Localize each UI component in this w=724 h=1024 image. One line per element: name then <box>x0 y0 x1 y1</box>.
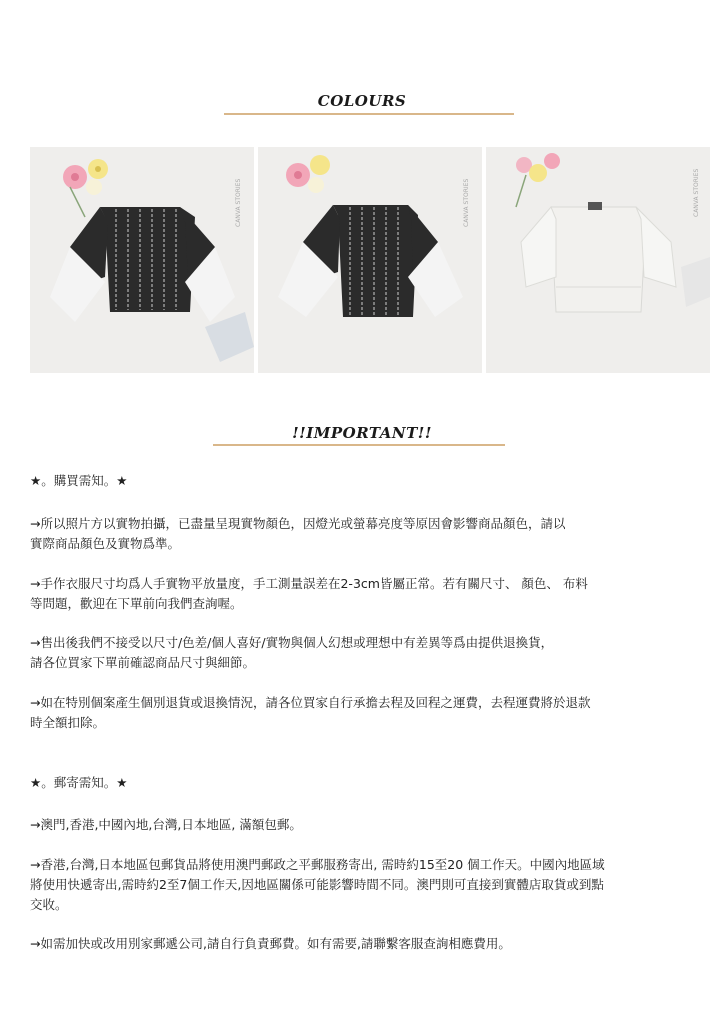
svg-text:CANVA STORIES: CANVA STORIES <box>693 168 700 217</box>
purchase-title: ★。購買需知。★ <box>30 473 128 488</box>
shipping-note-3-line-1: →如需加快或改用別家郵遞公司,請自行負責郵費。如有需要,請聯繫客服查詢相應費用。 <box>30 936 511 951</box>
purchase-note-1-line-2: 實際商品顏色及實物爲準。 <box>30 536 181 551</box>
white-lace-top-photo <box>486 147 710 373</box>
purchase-note-2-line-2: 等問題，歡迎在下單前向我們查詢喔。 <box>30 596 243 611</box>
purchase-note-1-line-1: →所以照片方以實物拍攝，已盡量呈現實物顏色，因燈光或螢幕亮度等原因會影響商品顏色，請以 <box>30 516 566 531</box>
shipping-note-1-line-1: →澳門,香港,中國內地,台灣,日本地區, 滿額包郵。 <box>30 817 302 832</box>
purchase-note-4-line-2: 時全額扣除。 <box>30 715 106 730</box>
purchase-note-3-line-1: →售出後我們不接受以尺寸/色差/個人喜好/實物與個人幻想或理想中有差異等爲由提供退換貨， <box>30 635 554 650</box>
colours-heading: COLOURS <box>317 92 407 110</box>
purchase-note-2-line-1: →手作衣服尺寸均爲人手實物平放量度，手工測量誤差在2-3cm皆屬正常。若有關尺寸、 顏色、 布料 <box>30 576 588 591</box>
purchase-note-4-line-1: →如在特別個案產生個別退貨或退換情況，請各位買家自行承擔去程及回程之運費，去程運費將於退款 <box>30 695 591 710</box>
black-white-stripe-top-photo-2 <box>258 147 482 373</box>
important-heading: !!IMPORTANT!! <box>292 424 432 442</box>
shipping-note-2-line-2: 將使用快遞寄出,需時約2至7個工作天,因地區關係可能影響時間不同。澳門則可直接到實體店取貨或到點 <box>30 877 604 892</box>
shipping-note-2-line-1: →香港,台灣,日本地區包郵貨品將使用澳門郵政之平郵服務寄出, 需時約15至20 個工作天。中國內地區域 <box>30 857 605 872</box>
svg-text:CANVA STORIES: CANVA STORIES <box>235 178 242 227</box>
shipping-note-2-line-3: 交收。 <box>30 897 68 912</box>
svg-text:CANVA STORIES: CANVA STORIES <box>463 178 470 227</box>
black-white-stripe-top-photo <box>30 147 254 373</box>
important-divider <box>213 444 505 446</box>
shipping-title: ★。郵寄需知。★ <box>30 775 128 790</box>
purchase-note-3-line-2: 請各位買家下單前確認商品尺寸與細節。 <box>30 655 256 670</box>
colours-divider <box>224 113 514 115</box>
